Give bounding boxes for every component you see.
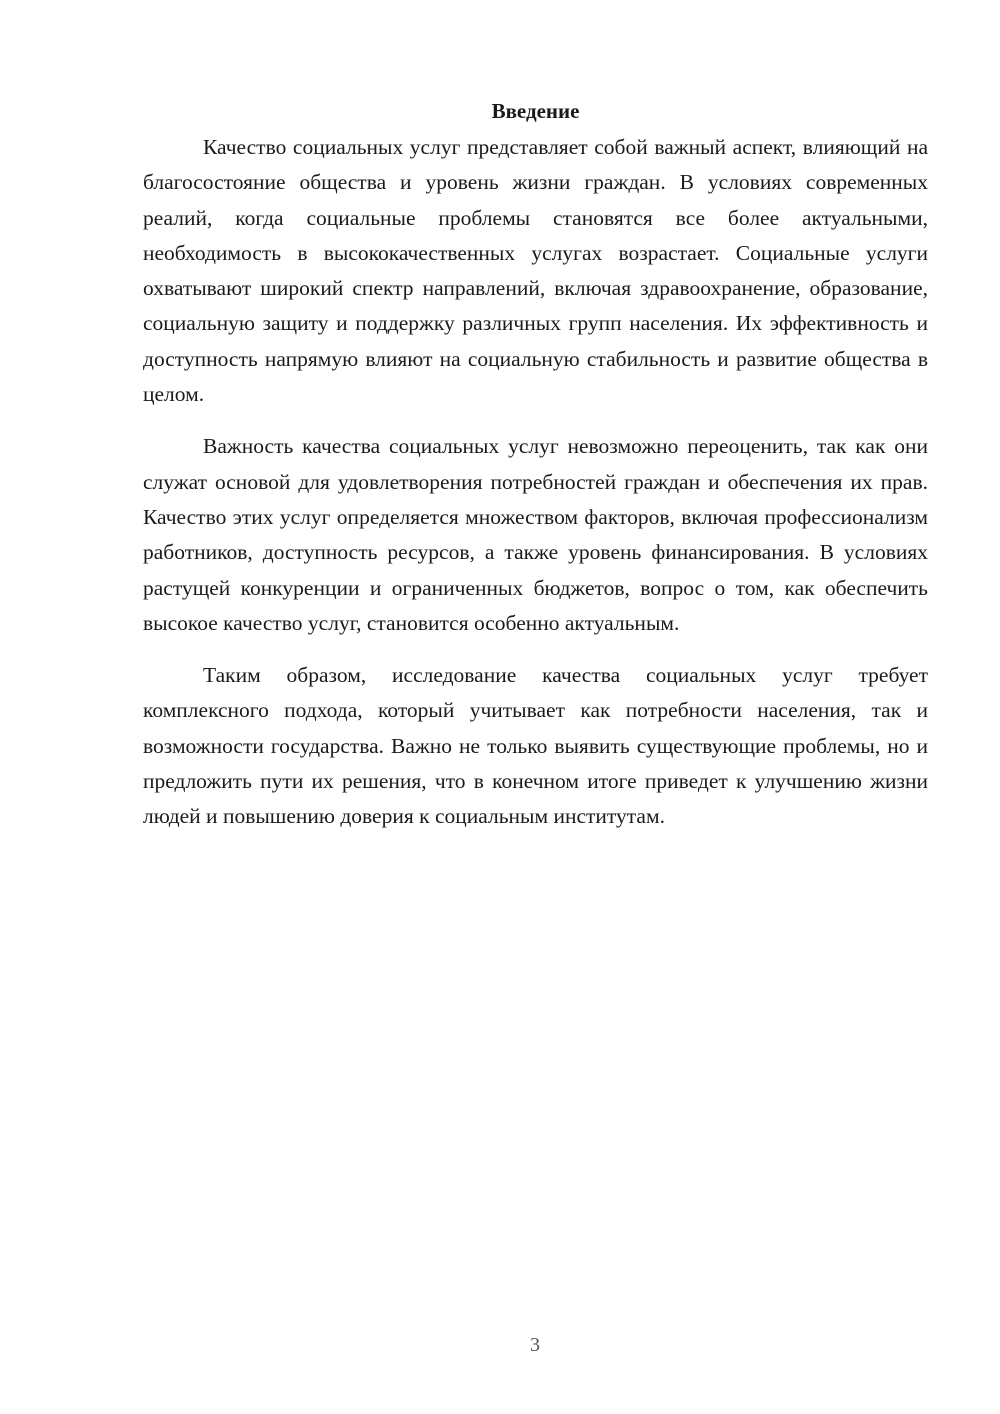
page-content: [143, 95, 928, 835]
paragraph-1: Качество социальных услуг представляет собой важный аспект, влияющий на благосостояние общества и уровень жизни граждан. В условиях современных реалий, когда социальные проблемы становятся все более актуальными, необходимость в высококачественных услугах возрастает. Социальные услуги охватывают широкий спектр направлений, включая здравоохранение, образование, социальную защиту и поддержку различных групп населения. Их эффективность и доступность напрямую влияют на социальную стабильность и развитие общества в целом.: [143, 135, 928, 407]
paragraph-2: Важность качества социальных услуг невозможно переоценить, так как они служат основой для удовлетворения потребностей граждан и обеспечения их прав. Качество этих услуг определяется множеством факторов, включая профессионализм работников, доступность ресурсов, а также уровень финансирования. В условиях растущей конкуренции и ограниченных бюджетов, вопрос о том, как обеспечить высокое качество услуг, становится особенно актуальным.: [143, 434, 928, 635]
section-heading: Введение: [491, 99, 580, 123]
page-number: 3: [530, 1334, 540, 1356]
paragraph-3: Таким образом, исследование качества социальных услуг требует комплексного подхода, который учитывает как потребности населения, так и возможности государства. Важно не только выявить существующие проблемы, но и предложить пути их решения, что в конечном итоге приведет к улучшению жизни людей и повышению доверия к социальным институтам.: [143, 663, 928, 829]
